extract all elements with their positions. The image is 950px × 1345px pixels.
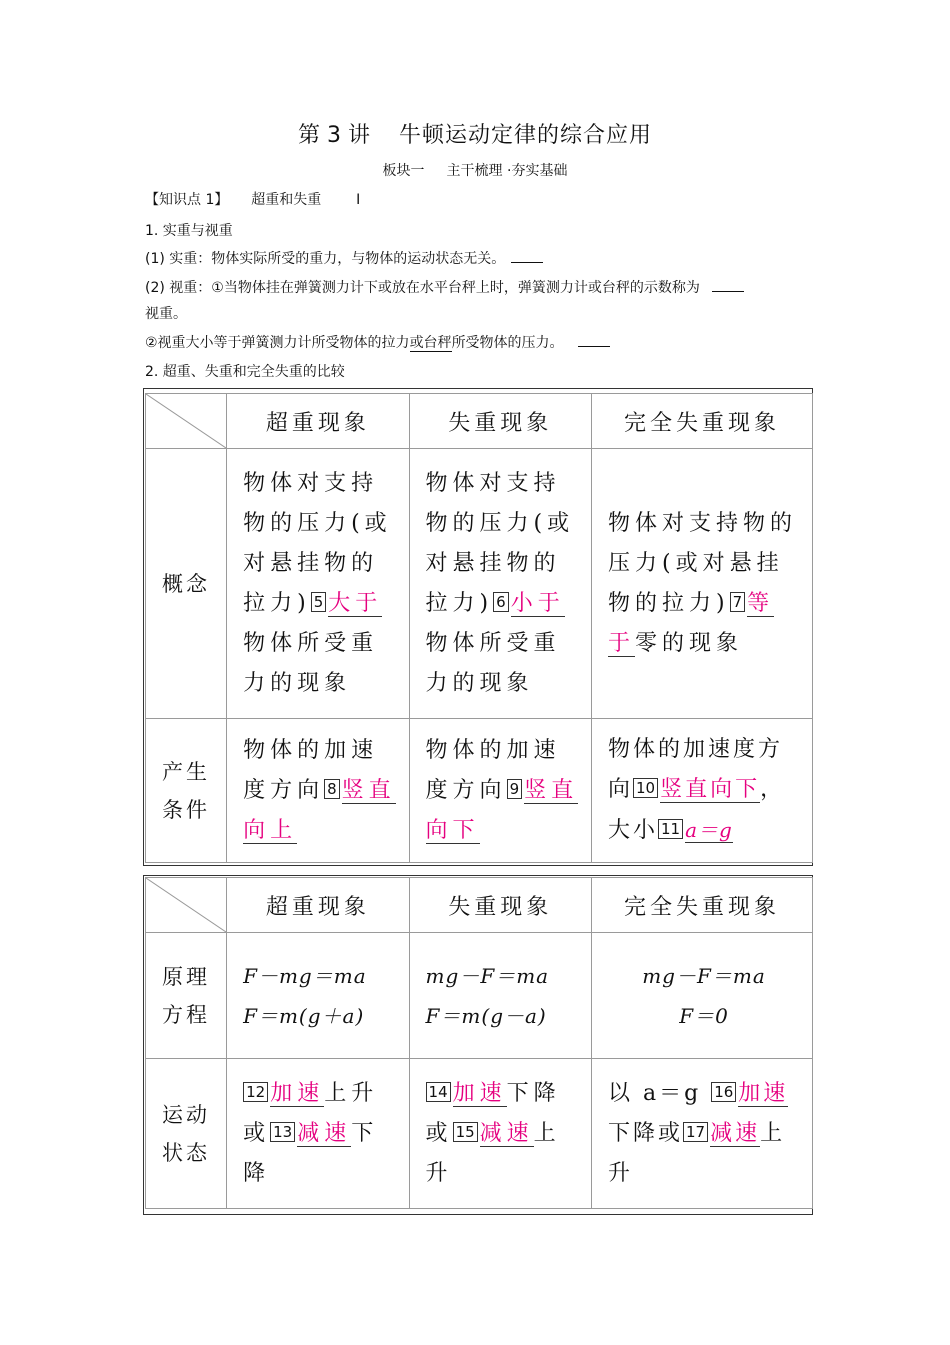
answer-text: 小于: [510, 590, 565, 616]
answer-text: 减速: [297, 1120, 352, 1146]
cell-text: 下降或: [425, 1080, 561, 1146]
label-line: 产生: [162, 759, 211, 784]
comparison-table-2: [145, 877, 813, 1209]
answer-number-box: 6: [493, 592, 509, 612]
header-overweight: 超重现象: [227, 878, 409, 933]
cell-text: 物体对支持物的压力(或对悬挂物的拉力): [243, 470, 392, 616]
label-line: 状态: [162, 1140, 211, 1165]
answer-text: 加速: [452, 1080, 507, 1106]
diagonal-corner-cell: [146, 394, 227, 449]
row-label-motion-state: [146, 1059, 227, 1209]
table-row-motion-state: [146, 1059, 813, 1209]
cell-text: 下降: [243, 1120, 379, 1186]
answer-number-box: 7: [730, 592, 746, 612]
cell-text: 物体的加速度方向: [608, 737, 784, 802]
equation-line: F＝0: [679, 1003, 729, 1028]
apparent-weight-text-3: 所受物体的压力。: [451, 335, 564, 351]
condition-complete-weightlessness: [592, 719, 813, 863]
header-weightlessness: 失重现象: [409, 878, 591, 933]
answer-text: 加速: [738, 1080, 789, 1106]
real-weight-text: (1) 实重：物体实际所受的重力，与物体的运动状态无关。: [145, 251, 506, 267]
answer-number-box: 9: [507, 779, 523, 799]
concept-weightlessness: [409, 449, 591, 719]
header-weightlessness: 失重现象: [409, 394, 591, 449]
label-line: 条件: [162, 797, 211, 822]
equation-weightlessness: [409, 933, 591, 1059]
knowledge-level: Ⅰ: [356, 192, 361, 208]
cell-text: 物体的加速度方向: [243, 737, 379, 803]
apparent-weight-line: [145, 277, 744, 297]
answer-number-box: 11: [658, 819, 683, 839]
title-prefix: 第: [297, 123, 321, 148]
equation-line: F＝m(g＋a): [243, 1003, 365, 1028]
equation-line: mg－F＝ma: [425, 963, 550, 988]
knowledge-name: 超重和失重: [251, 192, 322, 208]
answer-number-box: 8: [324, 779, 340, 799]
table-row-condition: [146, 719, 813, 863]
title-suffix: 讲: [347, 123, 371, 148]
answer-text: 减速: [710, 1120, 761, 1146]
equation-line: F－mg＝ma: [243, 963, 367, 988]
cell-text: 零的现象: [635, 630, 744, 656]
condition-overweight: [227, 719, 409, 863]
label-line: 原理: [162, 964, 211, 989]
answer-number-box: 15: [453, 1122, 478, 1142]
table-row-concept: [146, 449, 813, 719]
apparent-weight-text-2: ②视重大小等于弹簧测力计所受物体的拉力: [145, 335, 410, 351]
answer-text: 大于: [328, 590, 383, 616]
lecture-name: 牛顿运动定律的综合应用: [399, 123, 653, 148]
answer-text: 竖直向下: [425, 777, 579, 843]
section-subtitle: [0, 160, 950, 180]
knowledge-point-heading: [145, 189, 360, 209]
motion-weightlessness: [409, 1059, 591, 1209]
cell-text: 下降或: [608, 1120, 684, 1146]
label-line: 运动: [162, 1102, 211, 1127]
diagonal-corner-cell: [146, 878, 227, 933]
answer-text: 等于: [608, 590, 775, 656]
answer-number-box: 12: [243, 1082, 268, 1102]
cell-text: 物体所受重力的现象: [243, 630, 379, 696]
header-overweight: 超重现象: [227, 394, 409, 449]
condition-weightlessness: [409, 719, 591, 863]
cell-text: 上升或: [243, 1080, 379, 1146]
cell-text: 物体对支持物的压力(或对悬挂物的拉力): [608, 510, 798, 616]
apparent-weight-cont: 视重。: [145, 306, 187, 322]
diagonal-line: [146, 394, 226, 448]
answer-text: 竖直向上: [243, 777, 396, 843]
answer-number-box: 17: [683, 1122, 708, 1142]
subtitle-topic: 主干梳理 ·夯实基础: [446, 163, 568, 179]
concept-overweight: [227, 449, 409, 719]
answer-number-box: 13: [270, 1122, 295, 1142]
concept-complete-weightlessness: [592, 449, 813, 719]
answer-blank: [578, 334, 610, 347]
table-header-row: [146, 394, 813, 449]
label-line: 方程: [162, 1002, 211, 1027]
cell-text: 上升: [608, 1120, 786, 1186]
answer-blank: [712, 279, 744, 292]
section-1-heading: 1. 实重与视重: [145, 223, 233, 239]
cell-text: 物体对支持物的压力(或对悬挂物的拉力): [425, 470, 575, 616]
knowledge-tag: 【知识点 1】: [145, 192, 229, 208]
answer-text: a＝g: [685, 818, 733, 842]
equation-line: mg－F＝ma: [642, 963, 766, 988]
lecture-number: 3: [326, 123, 342, 148]
answer-number-box: 5: [311, 592, 327, 612]
cell-text: 物体的加速度方向: [425, 737, 561, 803]
comparison-table-1: [145, 393, 813, 863]
equation-complete-weightlessness: [592, 933, 813, 1059]
table-row-equation: [146, 933, 813, 1059]
motion-complete-weightlessness: [592, 1059, 813, 1209]
equation-overweight: [227, 933, 409, 1059]
equation-line: F＝m(g－a): [425, 1003, 547, 1028]
answer-text: 加速: [270, 1080, 325, 1106]
page-title: [0, 118, 950, 149]
answer-number-box: 16: [711, 1082, 736, 1102]
answer-number-box: 14: [426, 1082, 451, 1102]
motion-overweight: [227, 1059, 409, 1209]
cell-text: 上升: [425, 1120, 561, 1186]
diagonal-line: [146, 878, 226, 932]
subtitle-part: 板块一: [382, 163, 425, 179]
header-complete-weightlessness: 完全失重现象: [592, 394, 813, 449]
row-label-equation: [146, 933, 227, 1059]
row-label-concept: 概念: [146, 449, 227, 719]
answer-blank: [511, 250, 543, 263]
cell-text: ，大小: [608, 777, 786, 843]
section-2-heading: 2. 超重、失重和完全失重的比较: [145, 364, 345, 380]
row-label-condition: [146, 719, 227, 863]
answer-number-box: 10: [633, 778, 658, 798]
header-complete-weightlessness: 完全失重现象: [592, 878, 813, 933]
cell-text: 物体所受重力的现象: [425, 630, 561, 696]
answer-text: 减速: [479, 1120, 534, 1146]
cell-text: 以 a＝g: [608, 1080, 702, 1106]
answer-text: 竖直向下: [660, 777, 761, 802]
apparent-weight-line-2: [145, 332, 610, 352]
apparent-weight-text: (2) 视重：①当物体挂在弹簧测力计下或放在水平台秤上时，弹簧测力计或台秤的示数称为: [145, 280, 700, 296]
real-weight-line: [145, 248, 543, 268]
underlined-text: 或台秤: [409, 335, 452, 351]
table-header-row: [146, 878, 813, 933]
